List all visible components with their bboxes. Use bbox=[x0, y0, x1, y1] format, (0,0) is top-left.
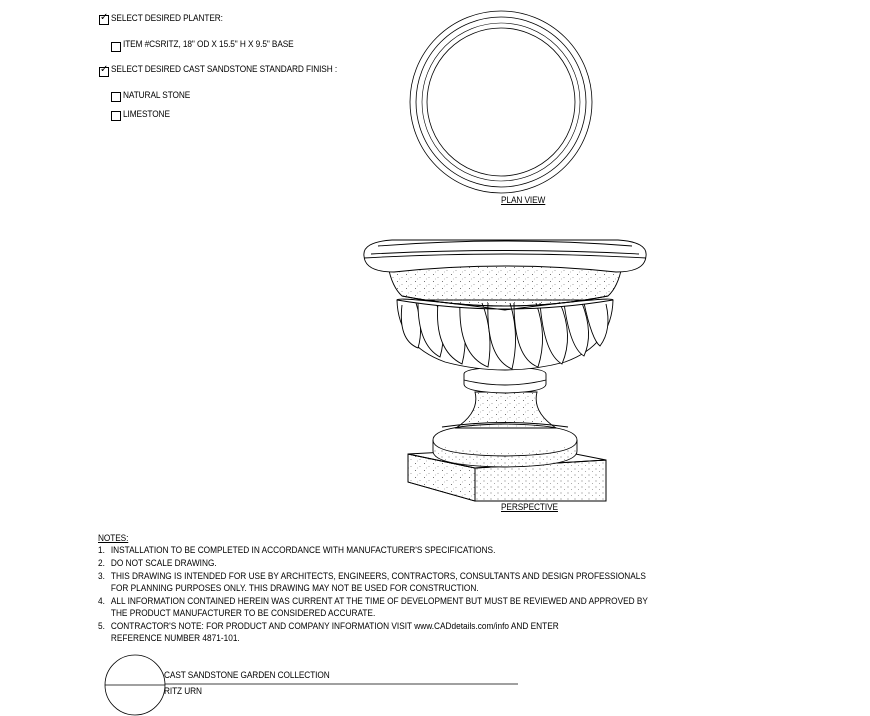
note-5-continued bbox=[98, 633, 240, 644]
plan-view-drawing bbox=[410, 11, 592, 193]
note-4 bbox=[98, 596, 648, 607]
note-number: 5. bbox=[98, 621, 105, 631]
note-3 bbox=[98, 571, 646, 582]
check-mark-icon: ✓ bbox=[100, 64, 109, 75]
finish-header: SELECT DESIRED CAST SANDSTONE STANDARD FINISH : bbox=[111, 64, 338, 74]
limestone-label: LIMESTONE bbox=[123, 109, 170, 119]
note-5 bbox=[98, 621, 559, 632]
note-text: THE PRODUCT MANUFACTURER TO BE CONSIDERED ACCURATE. bbox=[110, 608, 376, 618]
note-number: 1. bbox=[98, 545, 105, 555]
plan-view-label: PLAN VIEW bbox=[501, 195, 546, 205]
note-text: CONTRACTOR'S NOTE: FOR PRODUCT AND COMPANY INFORMATION VISIT www.CADdetails.com/info AND ENTER bbox=[110, 621, 559, 631]
notes-heading: NOTES: bbox=[98, 533, 129, 543]
note-text: FOR PLANNING PURPOSES ONLY. THIS DRAWING MAY NOT BE USED FOR CONSTRUCTION. bbox=[110, 583, 479, 593]
note-number: 2. bbox=[98, 558, 105, 568]
collection-title: CAST SANDSTONE GARDEN COLLECTION bbox=[164, 670, 330, 680]
note-text: THIS DRAWING IS INTENDED FOR USE BY ARCHITECTS, ENGINEERS, CONTRACTORS, CONSULTANTS AND DESIGN PROFESSIONALS bbox=[110, 571, 646, 581]
note-1 bbox=[98, 545, 495, 556]
note-2 bbox=[98, 558, 217, 569]
note-3-continued bbox=[98, 583, 479, 594]
title-block bbox=[105, 655, 518, 715]
note-text: DO NOT SCALE DRAWING. bbox=[110, 558, 217, 568]
note-number: 4. bbox=[98, 596, 105, 606]
urn-perspective-drawing bbox=[364, 240, 646, 501]
natural-stone-label: NATURAL STONE bbox=[123, 90, 191, 100]
note-4-continued bbox=[98, 608, 375, 619]
note-number: 3. bbox=[98, 571, 105, 581]
planter-item-label: ITEM #CSRITZ, 18" OD X 15.5" H X 9.5" BASE bbox=[123, 39, 294, 49]
note-text: ALL INFORMATION CONTAINED HEREIN WAS CURRENT AT THE TIME OF DEVELOPMENT BUT MUST BE REVIEWED AND APPROVED BY bbox=[110, 596, 648, 606]
planter-header: SELECT DESIRED PLANTER: bbox=[111, 13, 223, 23]
note-text: REFERENCE NUMBER 4871-101. bbox=[110, 633, 240, 643]
check-mark-icon: ✓ bbox=[100, 12, 109, 23]
perspective-label: PERSPECTIVE bbox=[501, 502, 558, 512]
note-text: INSTALLATION TO BE COMPLETED IN ACCORDANCE WITH MANUFACTURER'S SPECIFICATIONS. bbox=[110, 545, 496, 555]
product-title: RITZ URN bbox=[164, 686, 202, 696]
